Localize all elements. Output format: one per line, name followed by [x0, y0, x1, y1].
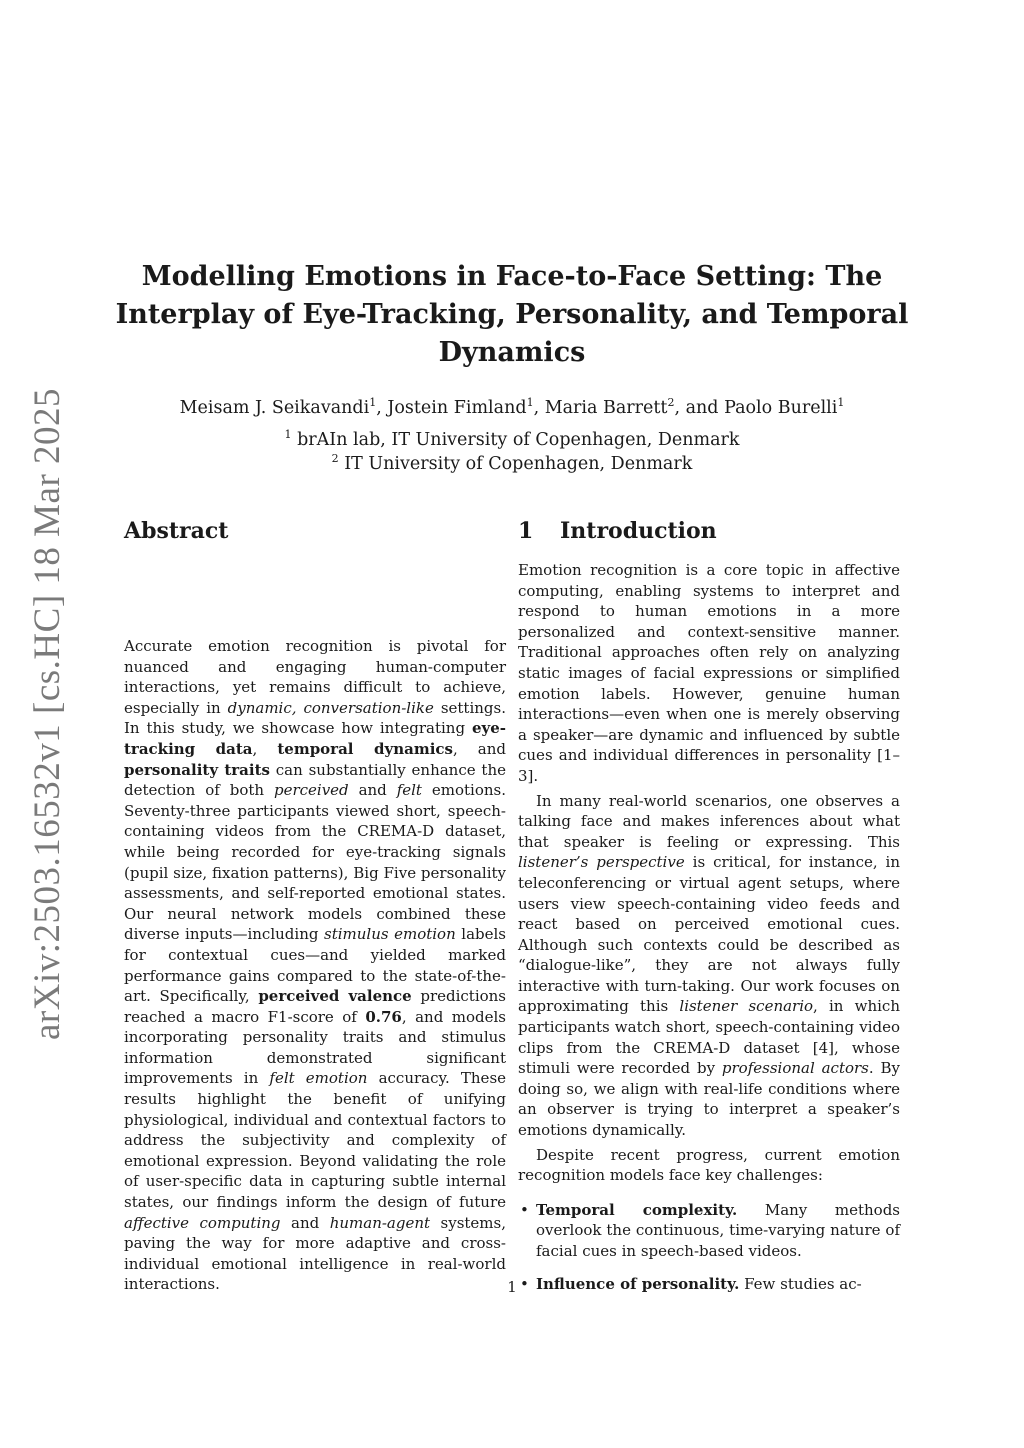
bold-text: perceived valence	[258, 987, 412, 1006]
affiliation: $^2$ IT University of Copenhagen, Denmark	[331, 452, 693, 474]
section-title: Introduction	[560, 518, 717, 544]
author: Meisam J. Seikavandi$^1$,	[179, 396, 388, 418]
paragraph	[518, 791, 900, 1141]
text-run: . By doing so, we align with real-life conditions where an observer is trying to interpret a speaker’s emotions dynamically.	[518, 1059, 900, 1140]
paragraph	[518, 560, 900, 787]
text-run: Accurate emotion recognition is pivotal for nuanced and engaging human-computer interactions, yet remains difficult to achieve, especially in	[124, 637, 506, 717]
affiliation: $^1$ brAIn lab, IT University of Copenhagen, Denmark	[284, 428, 740, 450]
italic-text: felt	[396, 781, 422, 800]
text-run: In many real-world scenarios, one observes a talking face and makes inferences about what that speaker is feeling or expressing. This	[518, 791, 900, 851]
list-item-text: Few studies ac-	[739, 1274, 862, 1293]
author: Paolo Burelli$^1$	[724, 396, 845, 418]
text-run: , and models incorporating personality traits and stimulus information demonstrated significant improvements in	[124, 1007, 506, 1088]
abstract-heading: Abstract	[124, 518, 229, 544]
list-item	[518, 1200, 900, 1262]
text-run: and	[280, 1213, 330, 1232]
affiliation-list	[110, 428, 914, 476]
italic-text: listener scenario	[679, 997, 814, 1016]
abstract-text	[124, 636, 506, 1295]
text-run: systems, paving the way for more adaptive and cross-individual emotional intelligence in real-world interactions.	[124, 1213, 506, 1294]
text-run: and	[348, 781, 397, 800]
text-run: ,	[252, 739, 278, 758]
italic-text: professional actors	[721, 1059, 869, 1078]
text-run: labels for contextual cues—and yielded marked performance gains compared to the state-of-the-art. Specifically,	[124, 925, 506, 1006]
author: Jostein Fimland$^1$,	[387, 396, 545, 418]
list-item-label: Influence of personality.	[536, 1274, 740, 1293]
bold-text: personality traits	[124, 760, 270, 779]
list-item-label: Temporal complexity.	[536, 1200, 738, 1219]
bullet-icon: •	[520, 1274, 529, 1293]
text-run: settings. In this study, we showcase how integrating	[124, 698, 506, 738]
introduction-text	[518, 560, 900, 1294]
page-number: 1	[507, 1278, 517, 1296]
bold-text: temporal dynamics	[277, 739, 453, 758]
italic-text: perceived	[273, 781, 349, 800]
text-run: accuracy. These results highlight the benefit of unifying physiological, individual and contextual factors to address the subjectivity and complexity of emotional expression. Beyond validating the role of user-specific data in capturing subtle internal states, our findings inform the design of future	[124, 1069, 507, 1212]
arxiv-sidebar-stamp	[27, 387, 76, 1040]
paper-title: Modelling Emotions in Face-to-Face Setting: The Interplay of Eye-Tracking, Personality, and Temporal Dynamics	[115, 261, 909, 368]
text-run: emotions. Seventy-three participants viewed short, speech-containing videos from the CREMA-D dataset, while being recorded for eye-tracking signals (pupil size, fixation patterns), Big Five personality assessments, and self-reported emotional states. Our neural network models combined these diverse inputs—including	[124, 781, 506, 944]
introduction-heading	[518, 516, 900, 546]
text-run: predictions reached a macro F1-score of	[124, 987, 507, 1026]
italic-text: felt emotion	[269, 1069, 368, 1088]
section-number: 1	[518, 518, 534, 544]
italic-text: dynamic, conversation-like	[227, 698, 434, 717]
list-item-text: Many methods overlook the continuous, time-varying nature of facial cues in speech-based videos.	[536, 1200, 900, 1260]
author-list	[110, 396, 914, 420]
bullet-icon: •	[520, 1200, 529, 1219]
text-run: Emotion recognition is a core topic in affective computing, enabling systems to interpret and respond to human emotions in a more personalized and context-sensitive manner. Traditional approaches often rely on analyzing static images of facial expressions or simplified emotion labels. However, genuine human interactions—even when one is merely observing a speaker—are dynamic and influenced by subtle cues and individual differences in personality [1–3].	[518, 561, 900, 785]
text-run: is critical, for instance, in teleconferencing or virtual agent setups, where users view speech-containing video feeds and react based on perceived emotional cues. Although such contexts could be described as “dialogue-like”, they are not always fully interactive with turn-taking. Our work focuses on approximating this	[518, 853, 901, 1016]
italic-text: listener’s perspective	[518, 853, 685, 872]
italic-text: affective computing	[124, 1213, 281, 1232]
left-column	[124, 516, 506, 1295]
italic-text: stimulus emotion	[324, 925, 456, 944]
italic-text: human-agent	[329, 1213, 431, 1232]
bold-text: 0.76	[365, 1007, 402, 1026]
text-run: Despite recent progress, current emotion recognition models face key challenges:	[518, 1145, 900, 1185]
author: Maria Barrett$^2$, and	[544, 396, 725, 418]
text-run: can substantially enhance the detection of both	[124, 760, 506, 800]
right-column	[518, 516, 900, 1306]
arxiv-identifier: arXiv:2503.16532v1 [cs.HC] 18 Mar 2025	[27, 387, 68, 1040]
paragraph	[518, 1145, 900, 1186]
text-run: , and	[452, 739, 506, 758]
bold-text: eye-tracking data	[124, 719, 506, 758]
text-run: , in which participants watch short, speech-containing video clips from the CREMA-D dataset [4], whose stimuli were recorded by	[518, 997, 900, 1078]
